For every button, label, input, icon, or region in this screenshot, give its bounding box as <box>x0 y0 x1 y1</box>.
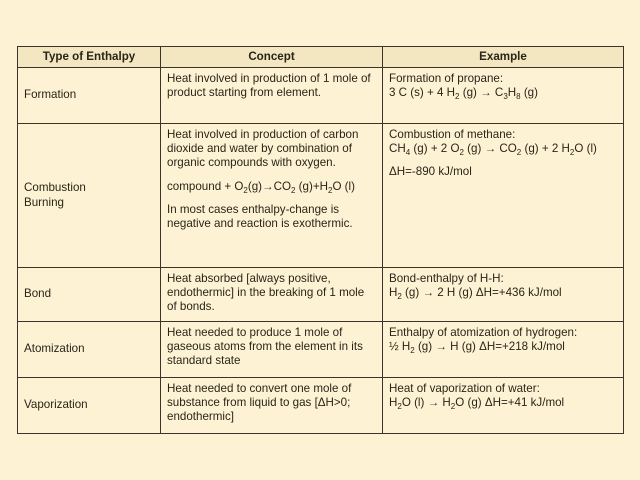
concept-cell <box>161 68 383 124</box>
type-cell: Atomization <box>18 322 161 378</box>
example-cell <box>383 268 624 322</box>
example-title: Combustion of methane: <box>389 128 516 141</box>
table-header-row <box>18 47 624 68</box>
concept-cell <box>161 378 383 434</box>
example-cell <box>383 124 624 268</box>
concept-cell <box>161 322 383 378</box>
concept-line: Heat needed to convert one mole of substance from liquid to gas [ΔH>0; endothermic] <box>167 382 352 424</box>
type-cell: Formation <box>18 68 161 124</box>
row-atomization <box>18 322 624 378</box>
type-cell <box>18 124 161 268</box>
concept-equation: compound + $O_2(g)\to CO_2$ $(g)+H_2O$ (l) <box>167 179 355 195</box>
concept-cell <box>161 268 383 322</box>
example-equation: $H_2$ (g) → 2 H (g) ΔH=+436 kJ/mol <box>389 286 562 302</box>
example-equation: $H_2O$ $(l) \to H_2O$ (g) ΔH=+41 kJ/mol <box>389 396 565 412</box>
example-cell <box>383 322 624 378</box>
example-title: Enthalpy of atomization of hydrogen: <box>389 326 578 339</box>
example-cell <box>383 378 624 434</box>
enthalpy-table-container <box>17 46 623 446</box>
concept-line: Heat needed to produce 1 mole of gaseous atoms from the element in its standard state <box>167 326 363 368</box>
concept-line: Heat involved in production of 1 mole of product starting from element. <box>167 72 371 100</box>
row-combustion <box>18 124 624 268</box>
concept-line: Heat absorbed [always positive, endothermic] in the breaking of 1 mole of bonds. <box>167 272 365 314</box>
example-title: Bond-enthalpy of H-H: <box>389 272 504 285</box>
header-type: Type of Enthalpy <box>18 47 161 68</box>
example-equation: 3 C (s) + 4 $H_2$ $(g) \to C_3H_8$ (g) <box>389 86 538 102</box>
example-equation: ½ $H_2$ (g) → H (g) ΔH=+218 kJ/mol <box>389 340 565 356</box>
row-formation <box>18 68 624 124</box>
type-cell: Bond <box>18 268 161 322</box>
row-vaporization <box>18 378 624 434</box>
example-title: Heat of vaporization of water: <box>389 382 540 395</box>
type-label: Combustion Burning <box>24 181 86 209</box>
concept-cell <box>161 124 383 268</box>
concept-line: Heat involved in production of carbon dioxide and water by combination of organic compounds with oxygen. <box>167 128 359 170</box>
example-cell <box>383 68 624 124</box>
example-equation: $CH_4$ (g) + 2 $O_2$ $(g) \to CO_2$ (g) + 2 $H_2O$ (l) <box>389 142 597 158</box>
enthalpy-table <box>17 46 624 434</box>
example-title: Formation of propane: <box>389 72 504 85</box>
row-bond <box>18 268 624 322</box>
header-concept: Concept <box>161 47 383 68</box>
header-example: Example <box>383 47 624 68</box>
example-enthalpy: ΔH=-890 kJ/mol <box>389 165 472 179</box>
type-cell: Vaporization <box>18 378 161 434</box>
concept-note: In most cases enthalpy-change is negative and reaction is exothermic. <box>167 202 353 231</box>
